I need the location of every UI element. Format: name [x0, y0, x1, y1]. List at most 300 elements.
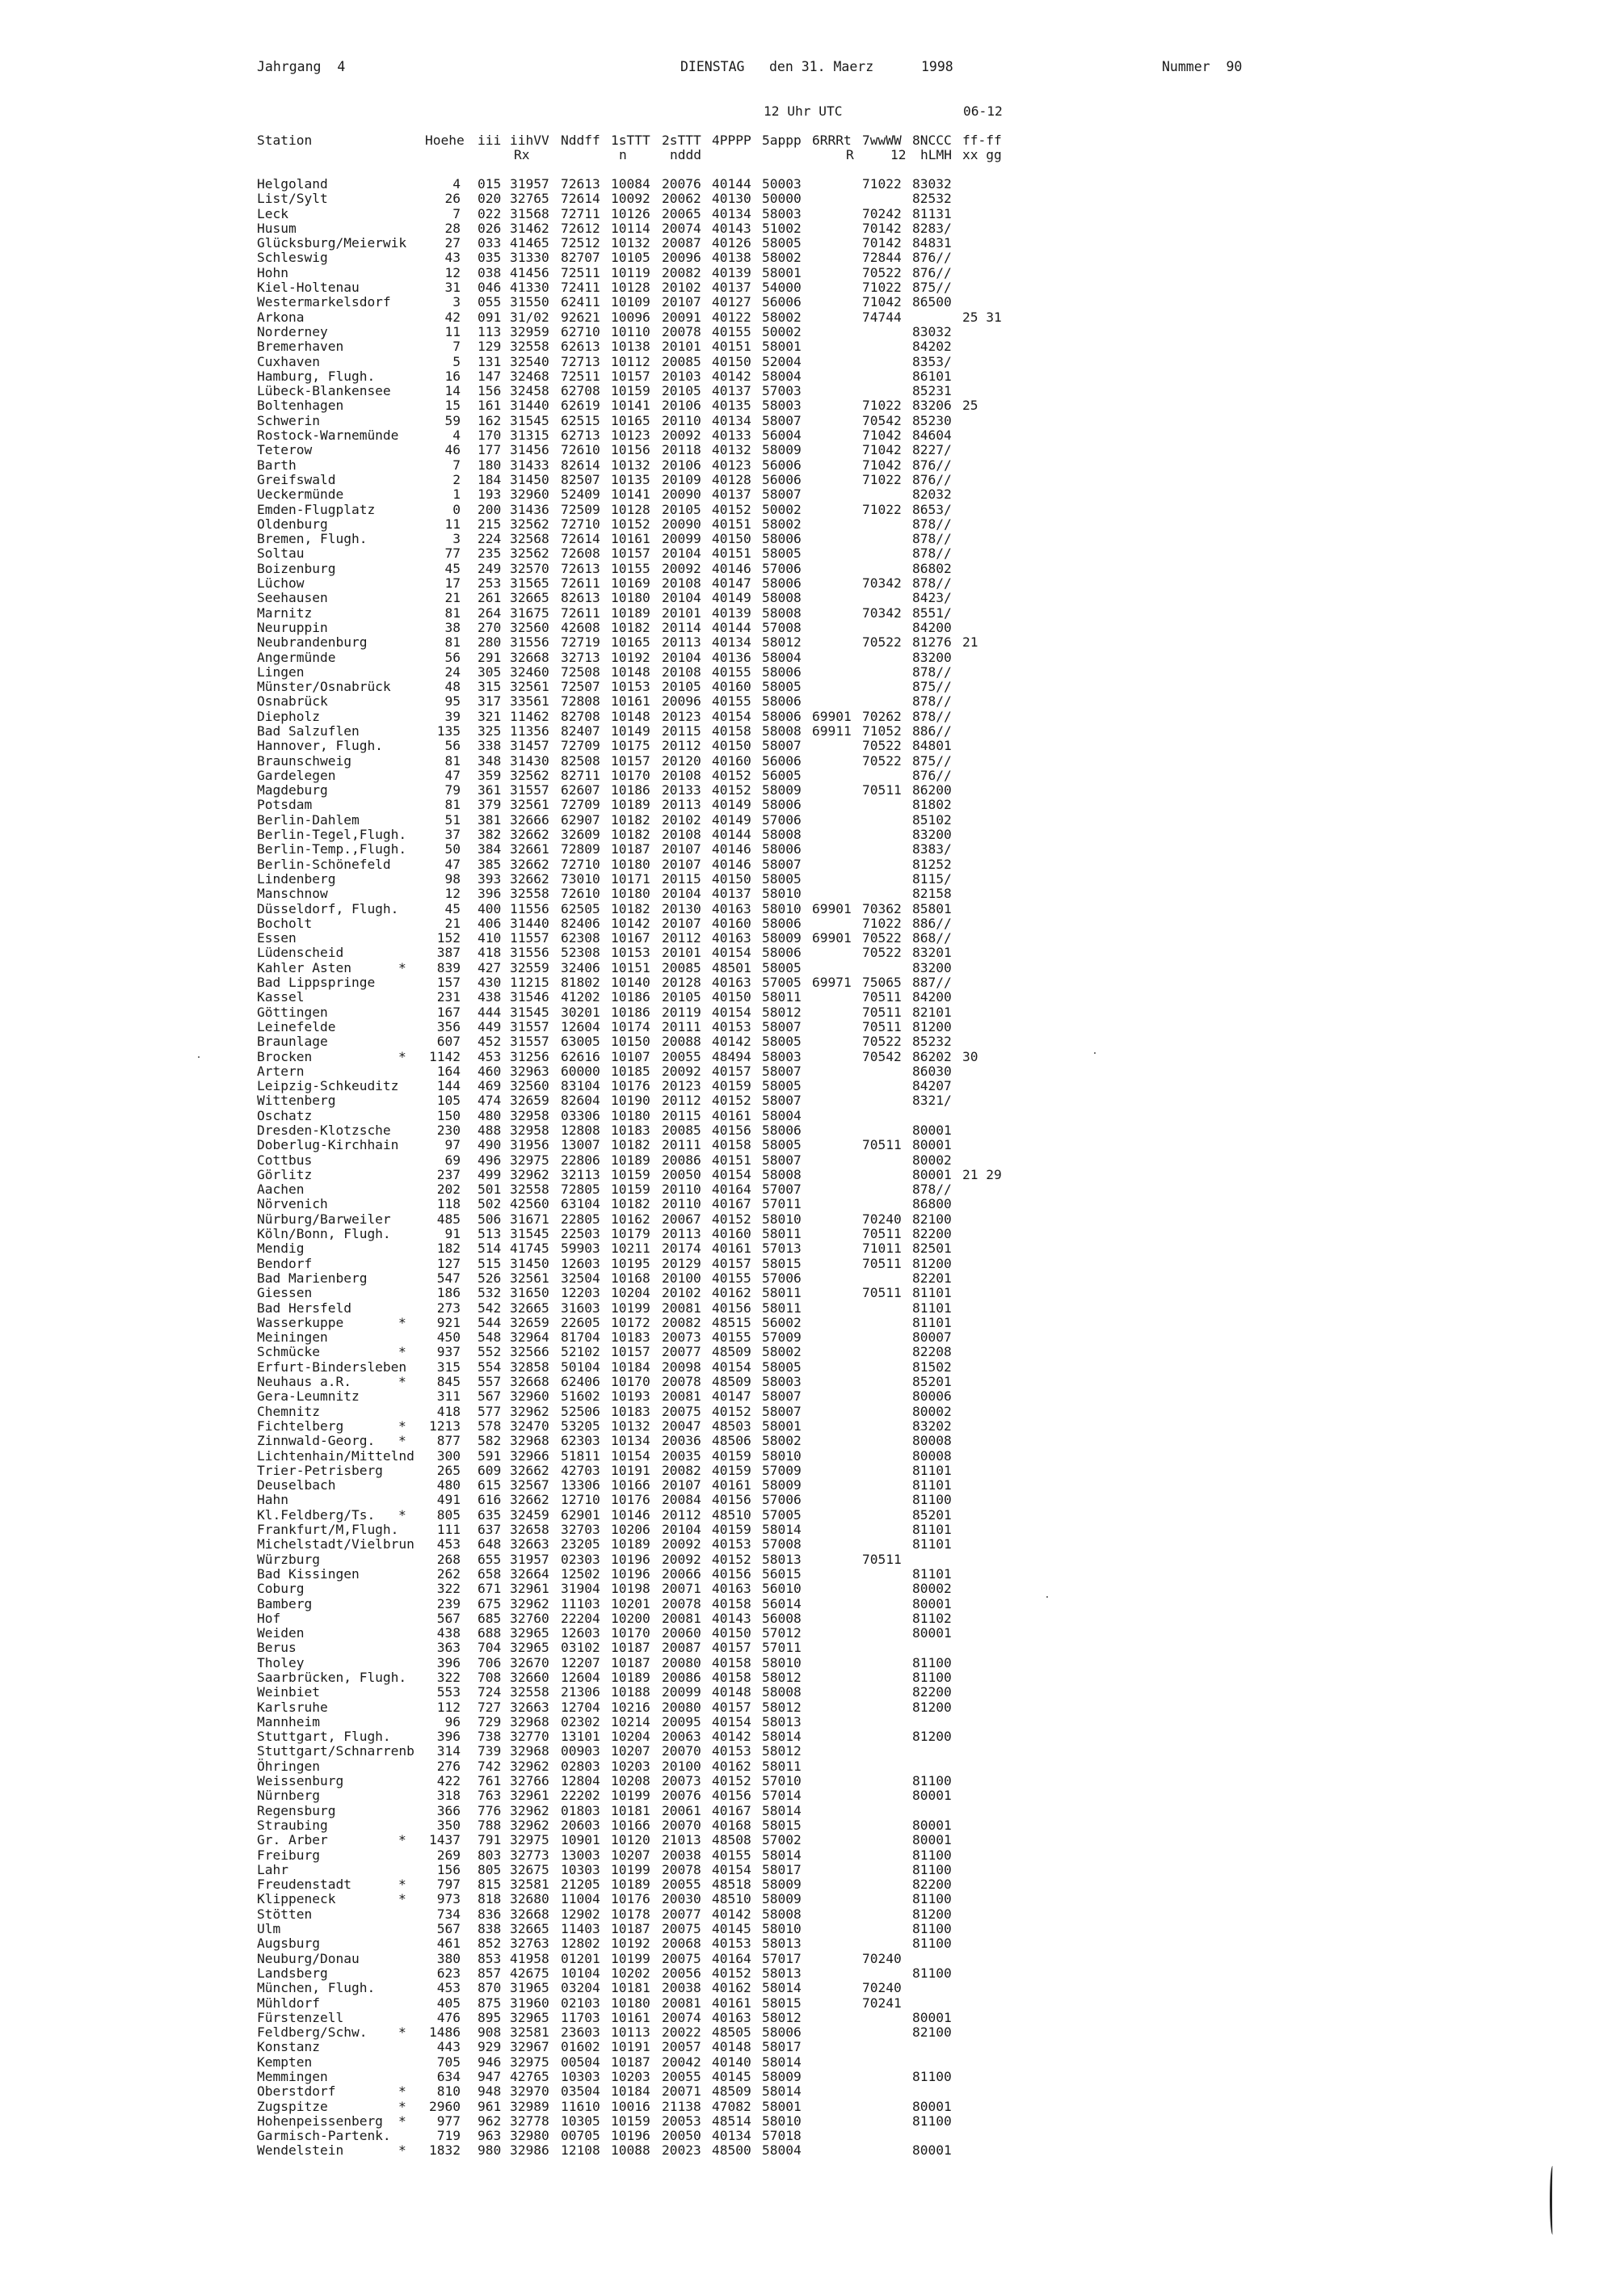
cell-name: Gr. Arber: [257, 1832, 328, 1848]
cell-s1: 10183: [611, 1123, 650, 1138]
cell-name: Weinbiet: [257, 1684, 320, 1700]
cell-a5: 52004: [762, 353, 802, 369]
cell-s2: 20053: [662, 2113, 701, 2129]
cell-s2: 20073: [662, 1329, 701, 1346]
cell-name: Schleswig: [257, 250, 328, 266]
cell-iihvv: 32662: [510, 870, 549, 887]
cell-a5: 58014: [762, 2054, 802, 2070]
cell-n8: 80002: [912, 1403, 952, 1419]
cell-p4: 40134: [712, 2128, 751, 2144]
cell-name: Hahn: [257, 1492, 288, 1508]
cell-n8: 84801: [912, 738, 952, 754]
cell-iihvv: 32668: [510, 1906, 549, 1922]
cell-iihvv: 31545: [510, 1226, 549, 1242]
cell-n8: 82158: [912, 886, 952, 902]
cell-s1: 10176: [611, 1492, 650, 1508]
cell-n8: 86802: [912, 560, 952, 576]
cell-s2: 20078: [662, 1861, 701, 1877]
cell-n8: 81101: [912, 1314, 952, 1330]
cell-s1: 10151: [611, 959, 650, 975]
cell-name: Erfurt-Bindersleben: [257, 1359, 407, 1375]
cell-name: Brocken: [257, 1048, 313, 1064]
cell-s2: 20110: [662, 1182, 701, 1198]
cell-s1: 10149: [611, 723, 650, 739]
cell-hoehe: 14: [444, 383, 461, 399]
cell-name: Mühldorf: [257, 1995, 320, 2011]
cell-nddff: 82507: [561, 471, 600, 487]
cell-p4: 47082: [712, 2098, 751, 2114]
cell-s1: 10187: [611, 841, 650, 857]
cell-s2: 20081: [662, 1610, 701, 1626]
cell-p4: 40150: [712, 870, 751, 887]
cell-iihvv: 31450: [510, 471, 549, 487]
cell-p4: 40152: [712, 782, 751, 798]
cell-s1: 10165: [611, 634, 650, 651]
cell-s1: 10182: [611, 1196, 650, 1212]
cell-s1: 10161: [611, 2009, 650, 2025]
cell-nddff: 01602: [561, 2039, 600, 2055]
cell-s2: 20088: [662, 1034, 701, 1050]
cell-nddff: 72411: [561, 280, 600, 296]
cell-n8: 886//: [912, 915, 952, 931]
cell-s1: 10189: [611, 1536, 650, 1552]
cell-name: Lahr: [257, 1861, 288, 1877]
cell-name: Dresden-Klotzsche: [257, 1123, 391, 1138]
cell-n8: 82200: [912, 1226, 952, 1242]
cell-iii: 338: [478, 738, 502, 754]
cell-iihvv: 32965: [510, 2009, 549, 2025]
cell-s2: 20056: [662, 1965, 701, 1981]
cell-iihvv: 32662: [510, 856, 549, 872]
cell-p4: 40135: [712, 398, 751, 414]
cell-iii: 490: [478, 1137, 502, 1153]
cell-s2: 20174: [662, 1241, 701, 1257]
cell-iii: 908: [478, 2024, 502, 2041]
cell-iihvv: 32962: [510, 1758, 549, 1774]
cell-nddff: 00903: [561, 1743, 600, 1759]
cell-s2: 20123: [662, 1078, 701, 1094]
cell-p4: 48506: [712, 1433, 751, 1449]
cell-n8: 85230: [912, 412, 952, 428]
cell-p4: 40153: [712, 1018, 751, 1034]
cell-s1: 10161: [611, 693, 650, 710]
cell-hoehe: 77: [444, 546, 461, 562]
cell-nddff: 22605: [561, 1314, 600, 1330]
cell-nddff: 00504: [561, 2054, 600, 2070]
cell-n8: 80001: [912, 1595, 952, 1611]
cell-name: Weissenburg: [257, 1773, 344, 1789]
cell-name: Trier-Petrisberg: [257, 1462, 383, 1478]
cell-iihvv: 31315: [510, 428, 549, 444]
scan-speck: [1094, 1052, 1096, 1054]
cell-iii: 708: [478, 1669, 502, 1685]
cell-a5: 58015: [762, 1817, 802, 1833]
cell-n8: 84604: [912, 428, 952, 444]
cell-s1: 10123: [611, 428, 650, 444]
cell-iii: 270: [478, 619, 502, 635]
cell-p4: 40134: [712, 205, 751, 221]
cell-iihvv: 31550: [510, 294, 549, 310]
cell-iihvv: 32975: [510, 1832, 549, 1848]
cell-iihvv: 32765: [510, 191, 549, 207]
cell-n8: 876//: [912, 767, 952, 783]
cell-iii: 577: [478, 1403, 502, 1419]
cell-s2: 20084: [662, 1492, 701, 1508]
cell-s2: 20106: [662, 398, 701, 414]
cell-name: Neuburg/Donau: [257, 1950, 360, 1966]
cell-a5: 58004: [762, 2142, 802, 2159]
cell-n8: 876//: [912, 457, 952, 473]
cell-s1: 10153: [611, 945, 650, 961]
cell-iihvv: 32663: [510, 1536, 549, 1552]
cell-hoehe: 269: [436, 1847, 461, 1863]
cell-nddff: 32113: [561, 1166, 600, 1182]
cell-n8: 86101: [912, 368, 952, 384]
cell-n8: 85232: [912, 1034, 952, 1050]
cell-s2: 20114: [662, 619, 701, 635]
cell-iii: 418: [478, 945, 502, 961]
cell-s2: 20066: [662, 1565, 701, 1582]
cell-p4: 48500: [712, 2142, 751, 2159]
cell-s1: 10189: [611, 1877, 650, 1893]
cell-iii: 235: [478, 546, 502, 562]
cell-name: Coburg: [257, 1581, 305, 1597]
cell-p4: 40158: [712, 723, 751, 739]
cell-p4: 40154: [712, 1166, 751, 1182]
cell-a5: 58009: [762, 930, 802, 946]
cell-n8: 81131: [912, 205, 952, 221]
cell-s2: 20123: [662, 708, 701, 724]
cell-p4: 40146: [712, 856, 751, 872]
cell-a5: 58002: [762, 250, 802, 266]
cell-hoehe: 43: [444, 250, 461, 266]
cell-s2: 20050: [662, 2128, 701, 2144]
cell-s2: 20104: [662, 649, 701, 665]
cell-n8: 80001: [912, 1832, 952, 1848]
cell-s2: 20098: [662, 1359, 701, 1375]
cell-iii: 815: [478, 1877, 502, 1893]
cell-s1: 10148: [611, 708, 650, 724]
cell-name: Berlin-Schönefeld: [257, 856, 391, 872]
cell-iii: 444: [478, 1004, 502, 1020]
cell-n8: 81100: [912, 1921, 952, 1937]
cell-name: Bad Marienberg: [257, 1270, 368, 1286]
cell-s1: 10204: [611, 1729, 650, 1745]
cell-name: Berlin-Dahlem: [257, 811, 360, 828]
cell-s2: 20099: [662, 531, 701, 547]
cell-hoehe: 265: [436, 1462, 461, 1478]
cell-s2: 20081: [662, 1300, 701, 1316]
col-iii: iii: [478, 133, 502, 148]
cell-s1: 10199: [611, 1950, 650, 1966]
cell-hoehe: 322: [436, 1581, 461, 1597]
cell-iii: 729: [478, 1713, 502, 1729]
cell-name: Giessen: [257, 1285, 313, 1301]
cell-s1: 10180: [611, 886, 650, 902]
cell-iihvv: 32760: [510, 1610, 549, 1626]
cell-s2: 20133: [662, 782, 701, 798]
cell-iii: 514: [478, 1241, 502, 1257]
cell-a5: 58005: [762, 235, 802, 251]
cell-w7: 71022: [862, 280, 902, 296]
cell-s2: 20063: [662, 1729, 701, 1745]
cell-name: Frankfurt/M,Flugh.: [257, 1522, 399, 1538]
cell-name: Magdeburg: [257, 782, 328, 798]
cell-p4: 40154: [712, 1713, 751, 1729]
cell-name: Meiningen: [257, 1329, 328, 1346]
cell-name: Münster/Osnabrück: [257, 679, 391, 695]
cell-s1: 10141: [611, 487, 650, 503]
cell-iihvv: 32660: [510, 1669, 549, 1685]
cell-s2: 20042: [662, 2054, 701, 2070]
cell-p4: 40126: [712, 235, 751, 251]
cell-s2: 20070: [662, 1743, 701, 1759]
cell-hoehe: 81: [444, 634, 461, 651]
cell-nddff: 51602: [561, 1388, 600, 1405]
cell-w7: 71042: [862, 442, 902, 458]
cell-hoehe: 4: [452, 428, 461, 444]
cell-a5: 58011: [762, 1285, 802, 1301]
cell-s1: 10196: [611, 1565, 650, 1582]
cell-iihvv: 32659: [510, 1314, 549, 1330]
cell-iii: 895: [478, 2009, 502, 2025]
cell-nddff: 83104: [561, 1078, 600, 1094]
cell-p4: 48508: [712, 1832, 751, 1848]
cell-iihvv: 32559: [510, 959, 549, 975]
cell-iihvv: 32560: [510, 619, 549, 635]
cell-hoehe: 3: [452, 294, 461, 310]
cell-a5: 58012: [762, 1004, 802, 1020]
cell-nddff: 12802: [561, 1936, 600, 1952]
cell-n8: 80001: [912, 2009, 952, 2025]
cell-hoehe: 314: [436, 1743, 461, 1759]
cell-n8: 80001: [912, 2098, 952, 2114]
cell-name: Straubing: [257, 1817, 328, 1833]
cell-hoehe: 797: [436, 1877, 461, 1893]
cell-a5: 58008: [762, 605, 802, 621]
cell-s1: 10154: [611, 1447, 650, 1464]
cell-n8: 86202: [912, 1048, 952, 1064]
cell-n8: 81100: [912, 1936, 952, 1952]
col-ffff-sub: xx gg: [962, 147, 1002, 162]
cell-p4: 40160: [712, 1226, 751, 1242]
cell-n8: 876//: [912, 471, 952, 487]
cell-hoehe: 45: [444, 560, 461, 576]
cell-nddff: 72614: [561, 531, 600, 547]
cell-a5: 58010: [762, 1447, 802, 1464]
cell-nddff: 62607: [561, 782, 600, 798]
cell-iihvv: 31456: [510, 442, 549, 458]
cell-a5: 58014: [762, 1980, 802, 1996]
cell-a5: 57002: [762, 1832, 802, 1848]
cell-n8: 8115/: [912, 870, 952, 887]
cell-s2: 20113: [662, 797, 701, 813]
cell-s1: 10187: [611, 1921, 650, 1937]
cell-iihvv: 11462: [510, 708, 549, 724]
cell-nddff: 72612: [561, 220, 600, 236]
cell-p4: 40151: [712, 339, 751, 355]
cell-s2: 20070: [662, 1817, 701, 1833]
cell-s2: 20112: [662, 930, 701, 946]
cell-nddff: 12207: [561, 1654, 600, 1670]
cell-hoehe: 1213: [429, 1418, 461, 1434]
cell-s2: 20080: [662, 1654, 701, 1670]
cell-s1: 10183: [611, 1403, 650, 1419]
cell-s2: 20108: [662, 575, 701, 592]
cell-n8: 81200: [912, 1906, 952, 1922]
cell-s1: 10155: [611, 560, 650, 576]
cell-n8: 80008: [912, 1433, 952, 1449]
cell-nddff: 72710: [561, 516, 600, 532]
cell-a5: 58010: [762, 1921, 802, 1937]
cell-name: Stötten: [257, 1906, 313, 1922]
cell-p4: 40163: [712, 930, 751, 946]
cell-name: Potsdam: [257, 797, 313, 813]
cell-hoehe: 239: [436, 1595, 461, 1611]
cell-p4: 40157: [712, 1063, 751, 1079]
cell-name: Lübeck-Blankensee: [257, 383, 391, 399]
cell-s1: 10187: [611, 2054, 650, 2070]
cell-a5: 58003: [762, 205, 802, 221]
cell-s1: 10150: [611, 1034, 650, 1050]
cell-p4: 40145: [712, 2069, 751, 2084]
cell-iihvv: 31956: [510, 1137, 549, 1153]
cell-n8: 84200: [912, 989, 952, 1005]
cell-iihvv: 31436: [510, 501, 549, 517]
cell-n8: 81101: [912, 1300, 952, 1316]
cell-iihvv: 41465: [510, 235, 549, 251]
cell-iii: 961: [478, 2098, 502, 2114]
cell-p4: 40139: [712, 264, 751, 280]
cell-nddff: 52308: [561, 945, 600, 961]
cell-iii: 616: [478, 1492, 502, 1508]
cell-s1: 10141: [611, 398, 650, 414]
cell-nddff: 41202: [561, 989, 600, 1005]
cell-name: Michelstadt/Vielbrun: [257, 1536, 415, 1552]
cell-s2: 20108: [662, 827, 701, 843]
cell-iii: 359: [478, 767, 502, 783]
cell-nddff: 23603: [561, 2024, 600, 2041]
cell-s2: 20081: [662, 1388, 701, 1405]
cell-a5: 58007: [762, 412, 802, 428]
cell-n8: 81101: [912, 1285, 952, 1301]
cell-a5: 56008: [762, 1610, 802, 1626]
cell-s1: 10211: [611, 1241, 650, 1257]
cell-iihvv: 11556: [510, 900, 549, 916]
cell-s1: 10166: [611, 1477, 650, 1493]
cell-s2: 20074: [662, 2009, 701, 2025]
col-nddff: Nddff: [561, 133, 600, 148]
cell-hoehe: 24: [444, 664, 461, 680]
cell-nddff: 11610: [561, 2098, 600, 2114]
cell-nddff: 32504: [561, 1270, 600, 1286]
cell-star: *: [398, 1506, 406, 1523]
cell-a5: 58006: [762, 708, 802, 724]
cell-hoehe: 45: [444, 900, 461, 916]
cell-iii: 532: [478, 1285, 502, 1301]
cell-w7: 71022: [862, 471, 902, 487]
cell-star: *: [398, 2142, 406, 2159]
cell-name: Bendorf: [257, 1255, 313, 1271]
cell-iihvv: 32662: [510, 1492, 549, 1508]
cell-nddff: 12203: [561, 1285, 600, 1301]
cell-iii: 480: [478, 1107, 502, 1123]
cell-s2: 20038: [662, 1980, 701, 1996]
cell-hoehe: 405: [436, 1995, 461, 2011]
cell-nddff: 22503: [561, 1226, 600, 1242]
cell-nddff: 20603: [561, 1817, 600, 1833]
cell-n8: 81100: [912, 1492, 952, 1508]
cell-s2: 20130: [662, 900, 701, 916]
cell-p4: 40157: [712, 1255, 751, 1271]
cell-s1: 10200: [611, 1610, 650, 1626]
cell-hoehe: 734: [436, 1906, 461, 1922]
cell-nddff: 22805: [561, 1211, 600, 1227]
cell-iii: 554: [478, 1359, 502, 1375]
cell-w7: 70511: [862, 1226, 902, 1242]
cell-iii: 488: [478, 1123, 502, 1138]
cell-hoehe: 418: [436, 1403, 461, 1419]
cell-n8: 81276: [912, 634, 952, 651]
cell-iihvv: 32567: [510, 1477, 549, 1493]
cell-iii: 805: [478, 1861, 502, 1877]
cell-hoehe: 547: [436, 1270, 461, 1286]
cell-hoehe: 921: [436, 1314, 461, 1330]
cell-s1: 10182: [611, 827, 650, 843]
cell-s2: 20038: [662, 1847, 701, 1863]
cell-n8: 84202: [912, 339, 952, 355]
cell-n8: 878//: [912, 531, 952, 547]
cell-s1: 10214: [611, 1713, 650, 1729]
cell-p4: 48494: [712, 1048, 751, 1064]
cell-s2: 20076: [662, 1788, 701, 1804]
cell-name: Saarbrücken, Flugh.: [257, 1669, 407, 1685]
cell-p4: 40149: [712, 590, 751, 606]
cell-n8: 81101: [912, 1536, 952, 1552]
cell-iii: 406: [478, 915, 502, 931]
cell-iihvv: 31557: [510, 1018, 549, 1034]
cell-p4: 40160: [712, 915, 751, 931]
cell-s2: 20077: [662, 1906, 701, 1922]
cell-nddff: 12808: [561, 1123, 600, 1138]
cell-iii: 396: [478, 886, 502, 902]
cell-s1: 10157: [611, 546, 650, 562]
cell-s2: 20076: [662, 176, 701, 192]
cell-name: Seehausen: [257, 590, 328, 606]
cell-nddff: 01803: [561, 1802, 600, 1818]
cell-p4: 48515: [712, 1314, 751, 1330]
cell-nddff: 72608: [561, 546, 600, 562]
cell-name: Cottbus: [257, 1152, 313, 1168]
cell-w7: 70522: [862, 738, 902, 754]
cell-s2: 20087: [662, 1640, 701, 1656]
cell-s2: 20078: [662, 1374, 701, 1390]
cell-s1: 10153: [611, 679, 650, 695]
cell-p4: 40159: [712, 1522, 751, 1538]
cell-hoehe: 164: [436, 1063, 461, 1079]
issue-number: Nummer 90: [1162, 59, 1243, 74]
cell-a5: 58006: [762, 1123, 802, 1138]
cell-n8: 81200: [912, 1255, 952, 1271]
col-5appp: 5appp: [762, 133, 802, 148]
cell-n8: 81200: [912, 1729, 952, 1745]
cell-s2: 20057: [662, 2039, 701, 2055]
cell-star: *: [398, 1877, 406, 1893]
cell-nddff: 10901: [561, 1832, 600, 1848]
cell-n8: 81802: [912, 797, 952, 813]
cell-hoehe: 453: [436, 1980, 461, 1996]
cell-a5: 58009: [762, 1477, 802, 1493]
